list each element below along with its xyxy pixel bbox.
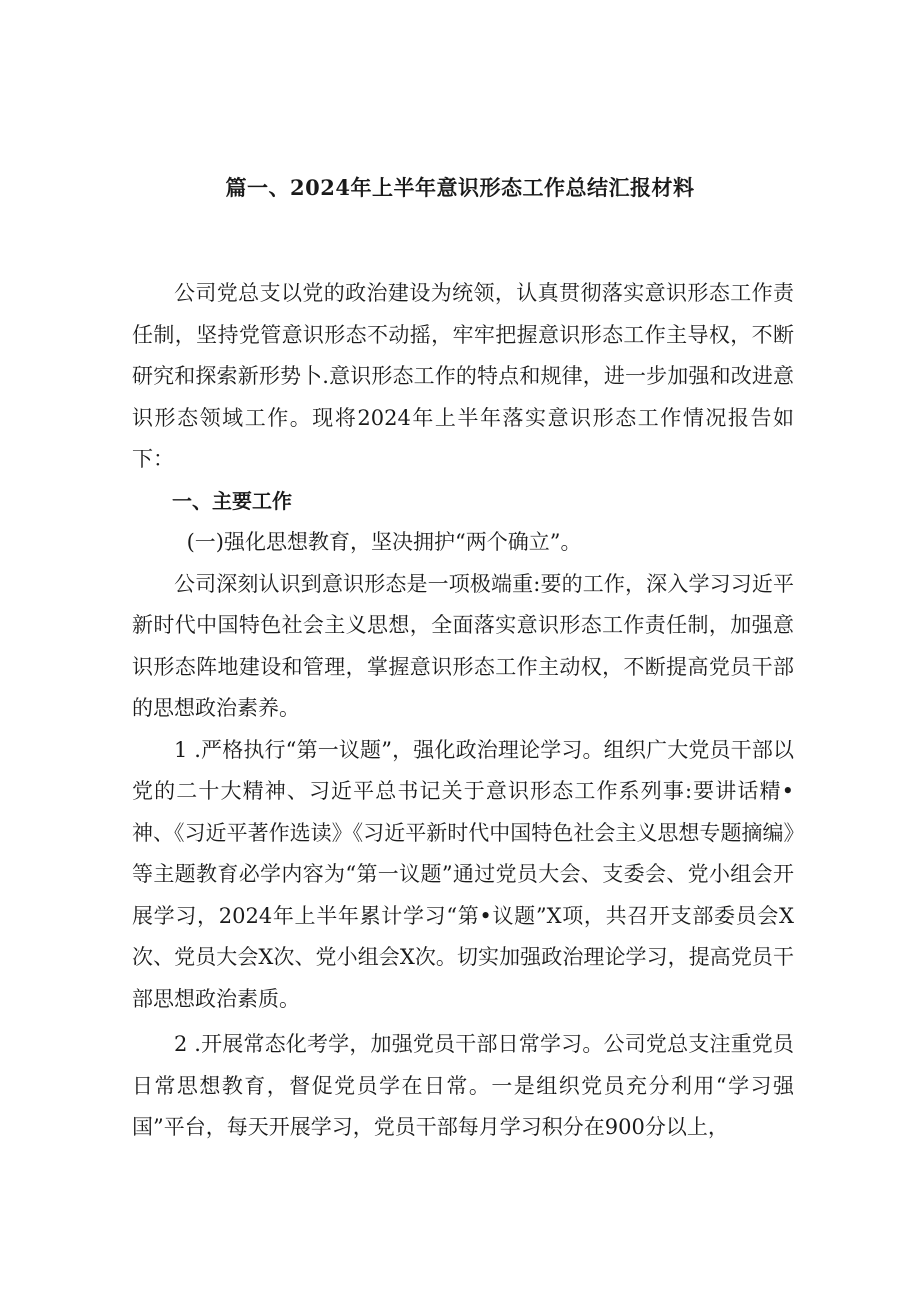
section-heading-main-work: 一、主要工作 bbox=[172, 488, 292, 513]
numbered-paragraph-2: 2 .开展常态化考学，加强党员干部日常学习。公司党总支注重党员日常思想教育，督促党员学在日常。一是组织党员充分利用“学习强国”平台，每天开展学习，党员干部每月学习积分在900分以上， bbox=[132, 1032, 794, 1139]
subsection-heading-ideological-education: (一)强化思想教育，坚决拥护“两个确立”。 bbox=[186, 530, 582, 554]
numbered-paragraph-1: 1 .严格执行“第一议题”，强化政治理论学习。组织广大党员干部以党的二十大精神、习近平总书记关于意识形态工作系列事:要讲话精•神、《习近平著作选读》《习近平新时代中国特色社会主义思想专题摘编》等主题教育必学内容为“第一议题”通过党员大会、支委会、党小组会开展学习，2024年上半年累计学习“第•议题”X项，共召开支部委员会X次、党员大会X次、党小组会X次。切实加强政治理论学习，提高党员干部思想政治素质。 bbox=[132, 737, 794, 1011]
document-title: 篇一、2024年上半年意识形态工作总结汇报材料 bbox=[225, 175, 695, 200]
body-paragraph: 公司深刻认识到意识形态是一项极端重:要的工作，深入学习习近平新时代中国特色社会主义思想，全面落实意识形态工作责任制，加强意识形态阵地建设和管理，掌握意识形态工作主动权，不断提高党员干部的思想政治素养。 bbox=[132, 571, 794, 720]
document-body bbox=[132, 273, 794, 1149]
intro-paragraph: 公司党总支以党的政治建设为统领，认真贯彻落实意识形态工作责任制，坚持党管意识形态不动摇，牢牢把握意识形态工作主导权，不断研究和探索新形势卜.意识形态工作的特点和规律，进一步加强和改进意识形态领域工作。现将2024年上半年落实意识形态工作情况报告如下： bbox=[132, 281, 794, 471]
